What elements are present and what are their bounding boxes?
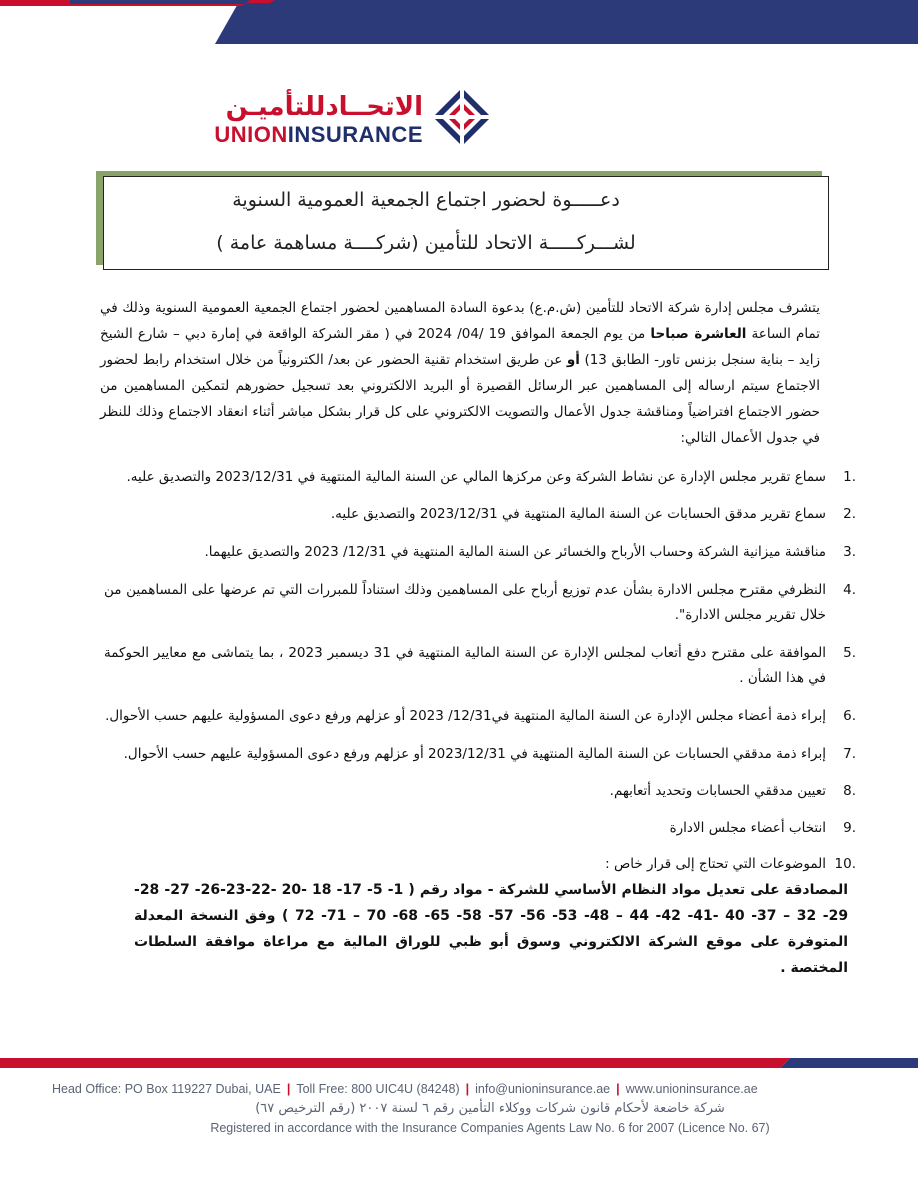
invitation-title-line2: لشـــركـــــة الاتحاد للتأمين (شركــــة مساهمة عامة ) bbox=[216, 232, 636, 254]
footer-toll-free: Toll Free: 800 UIC4U (84248) bbox=[296, 1082, 460, 1096]
agenda-item: .5 الموافقة على مقترح دفع أتعاب لمجلس الإدارة عن السنة المالية المنتهية في 31 ديسمبر 2023 ، بما يتماشى مع معايير الحوكمة في هذا الشأن . bbox=[104, 645, 856, 686]
agenda-item: .3 مناقشة ميزانية الشركة وحساب الأرباح والخسائر عن السنة المالية المنتهية في 12/31/ 2023 والتصديق عليهما. bbox=[204, 544, 856, 560]
footer-contact-line: Head Office: PO Box 119227 Dubai, UAE | Toll Free: 800 UIC4U (84248) | info@unioninsurance.ae | www.unioninsurance.ae bbox=[52, 1082, 758, 1096]
agenda-item: .10 الموضوعات التي تحتاج إلى قرار خاص : bbox=[605, 856, 856, 872]
agenda-item: .6 إبراء ذمة أعضاء مجلس الإدارة عن السنة المالية المنتهية في12/31/ 2023 أو عزلهم ورفع دعوى المسؤولية عليهم حسب الأحوال. bbox=[105, 708, 856, 724]
union-insurance-diamond-logo-icon bbox=[431, 86, 493, 148]
footer-email[interactable]: info@unioninsurance.ae bbox=[475, 1082, 611, 1096]
invitation-intro-paragraph: يتشرف مجلس إدارة شركة الاتحاد للتأمين (ش.م.ع) بدعوة السادة المساهمين لحضور اجتماع الجمعية العمومية السنوية وذلك في تمام الساعة العاشرة صباحا من يوم الجمعة الموافق 19 /04/ 2024 في ( مقر الشركة الواقعة في إمارة دبي – شارع الشيخ زايد – بناية سنجل بزنس تاور- الطابق 13) أو عن طريق استخدام تقنية الحضور عن بعد/ الكترونياً من خلال استخدام رابط لحضور الاجتماع سيتم ارساله إلى المساهمين عبر الرسائل القصيرة أو البريد الالكتروني بعد تسجيل حضورهم لتمكين المساهمين من حضور الاجتماع افتراضياً ومناقشة جدول الأعمال والتصويت الالكتروني على كل قرار بشكل مباشر أثناء انعقاد الاجتماع وذلك للنظر في جدول الأعمال التالي: bbox=[100, 300, 821, 446]
invitation-title-box bbox=[103, 176, 829, 270]
agenda-item: .1 سماع تقرير مجلس الإدارة عن نشاط الشركة وعن مركزها المالي عن السنة المالية المنتهية في 2023/12/31 والتصديق عليه. bbox=[126, 469, 856, 485]
invitation-title-line1: دعـــــوة لحضور اجتماع الجمعية العمومية السنوية bbox=[232, 189, 620, 211]
company-logo bbox=[113, 92, 493, 152]
agenda-item: .7 إبراء ذمة مدققي الحسابات عن السنة المالية المنتهية في 2023/12/31 أو عزلهم ورفع دعوى المسؤولية عليهم حسب الأحوال. bbox=[123, 746, 856, 762]
agenda-item: .4 النظرفي مقترح مجلس الادارة بشأن عدم توزيع أرباح على المساهمين وذلك استناداً للمبررات التي تم عرضها على المساهمين من خلال تقرير مجلس الادارة". bbox=[104, 582, 856, 623]
header-stripe bbox=[0, 0, 918, 44]
logo-arabic-text: الاتحــادللتأميـن bbox=[225, 92, 423, 122]
special-resolution-text: المصادقة على تعديل مواد النظام الأساسي للشركة - مواد رقم ( 1- 5- 17- 18 -20 -22-23-26- 27- 28- 29- 32 – 37- 40 -41- 42- 44 – 48- 53- 56- 57- 58- 65- 68- 70 – 71- 72 ) وفق النسخة المعدلة المتوفرة على موقع الشركة الالكتروني وسوق أبو ظبي للوراق المالية مع مراعاة موافقة السلطات المختصة . bbox=[134, 882, 849, 976]
agenda-list bbox=[104, 465, 856, 981]
footer-english-registration: Registered in accordance with the Insurance Companies Agents Law No. 6 for 2007 (Licence No. 67) bbox=[210, 1121, 770, 1135]
agenda-item: .2 سماع تقرير مدقق الحسابات عن السنة المالية المنتهية في 2023/12/31 والتصديق عليه. bbox=[330, 506, 856, 522]
agenda-item: .9 انتخاب أعضاء مجلس الادارة bbox=[669, 820, 856, 836]
agenda-item: .8 تعيين مدققي الحسابات وتحديد أتعابهم. bbox=[609, 783, 856, 799]
footer-website[interactable]: www.unioninsurance.ae bbox=[625, 1082, 758, 1096]
footer-office: Head Office: PO Box 119227 Dubai, UAE bbox=[52, 1082, 281, 1096]
footer-stripe bbox=[0, 1058, 918, 1068]
footer-arabic-registration: شركة خاضعة لأحكام قانون شركات ووكلاء التأمين رقم ٦ لسنة ٢٠٠٧ (رقم الترخيص ٦٧) bbox=[255, 1101, 725, 1116]
logo-english-text: UNIONINSURANCE bbox=[214, 122, 423, 147]
